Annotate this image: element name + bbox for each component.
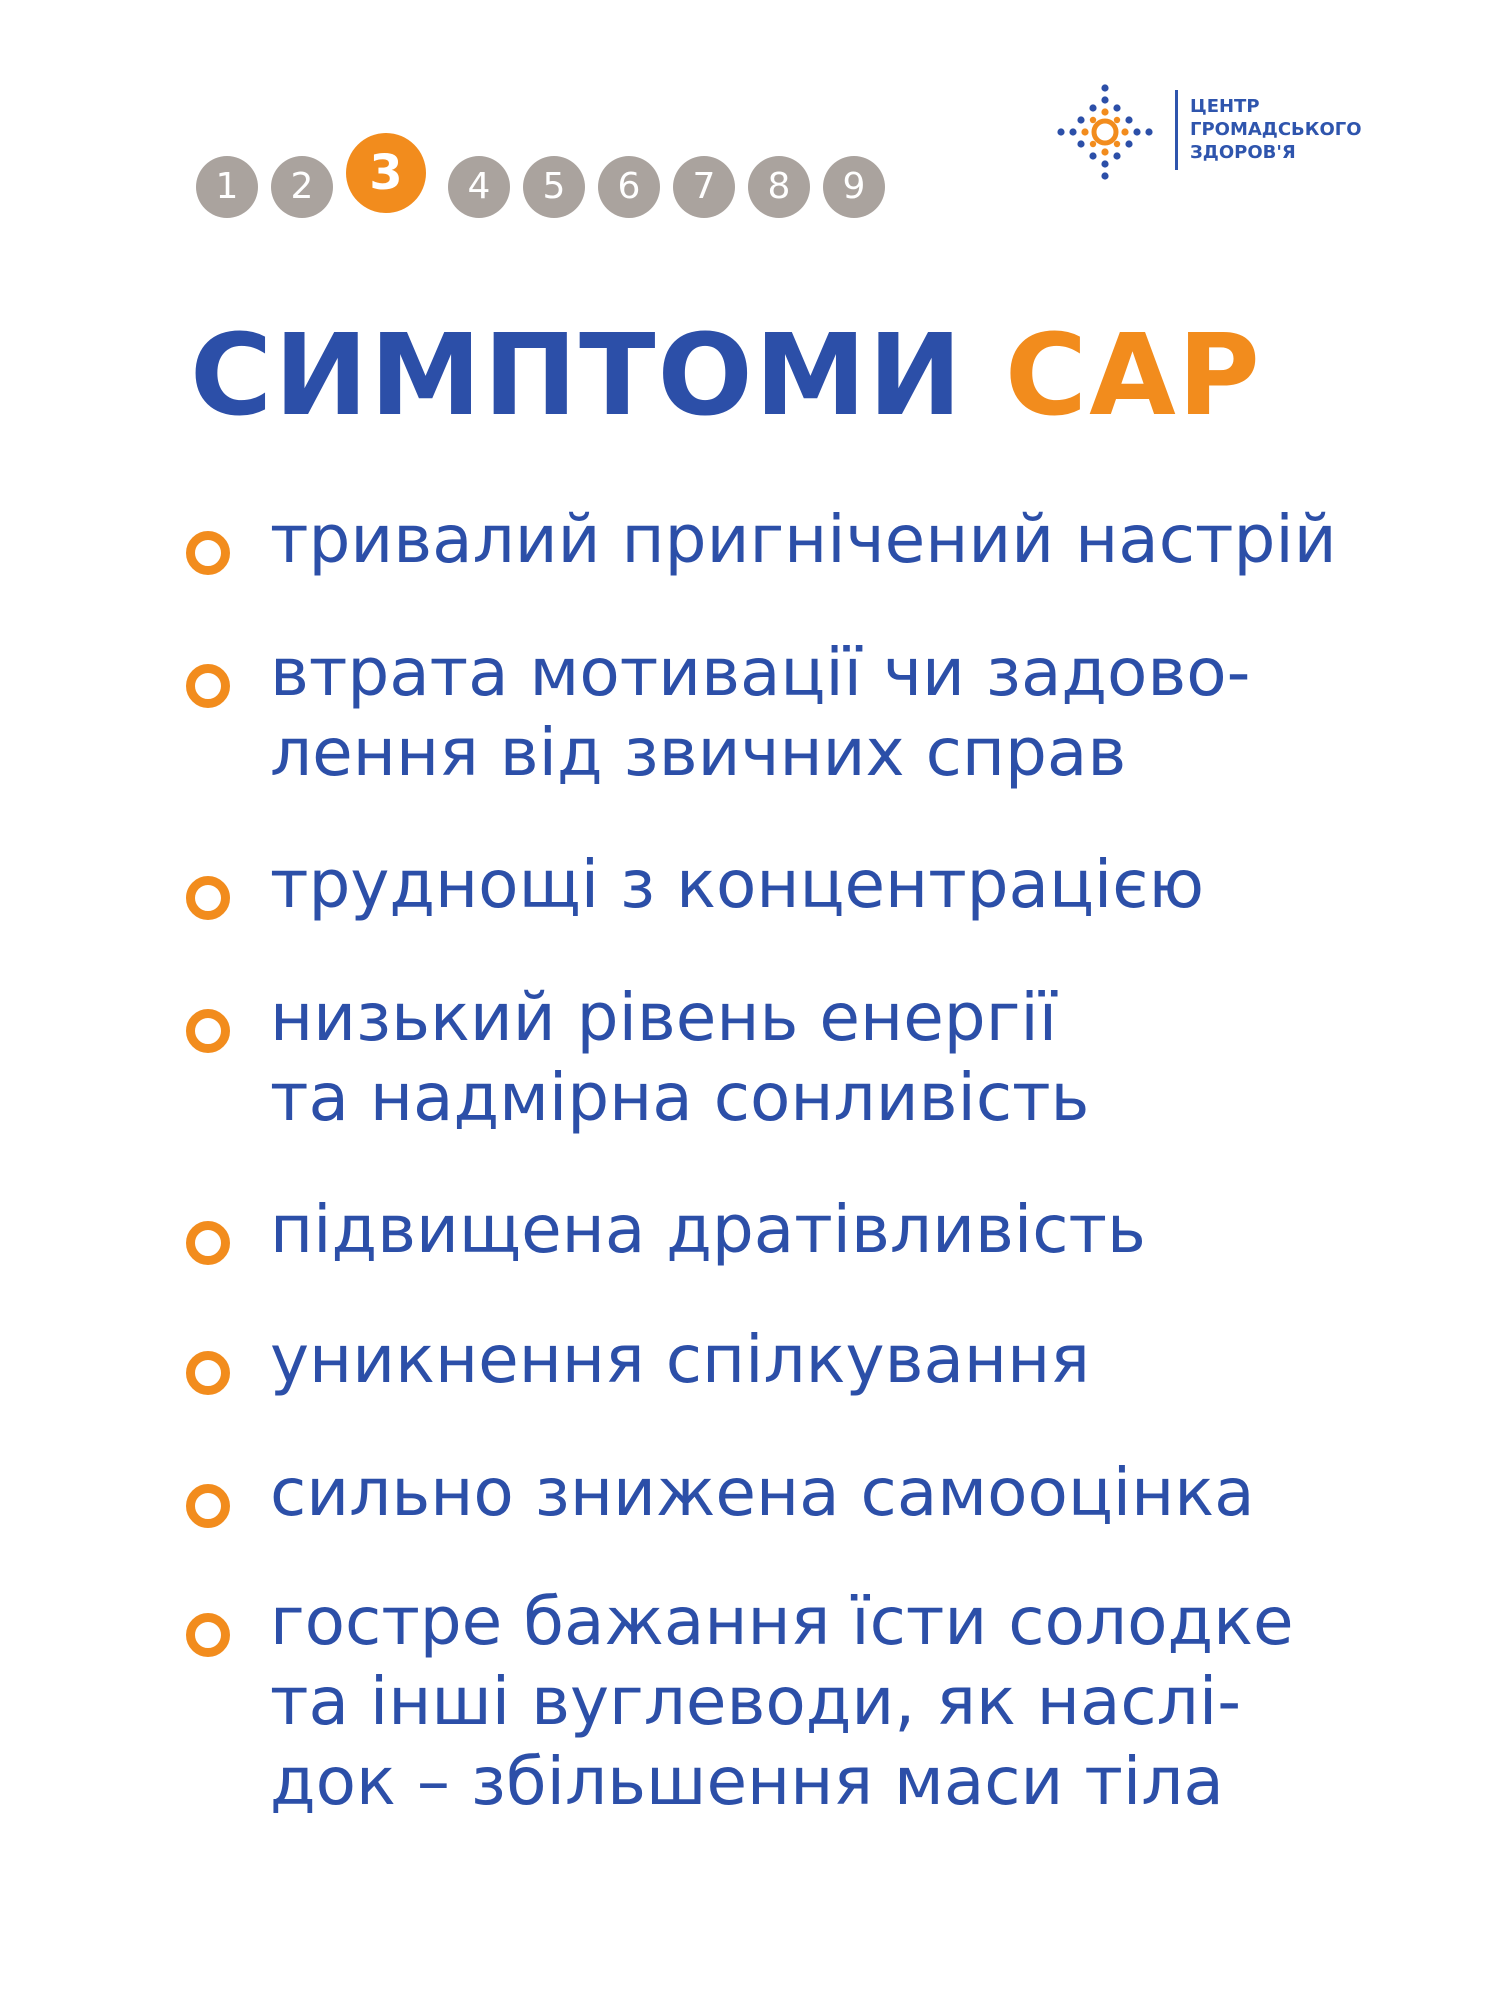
- ring-bullet-icon: [186, 1613, 230, 1657]
- page-dot-8[interactable]: 8: [748, 156, 810, 218]
- page-dot-3-current[interactable]: 3: [346, 133, 426, 213]
- page-title-accent: САР: [1004, 311, 1262, 441]
- symptom-line: док – збільшення маси тіла: [270, 1743, 1224, 1820]
- public-health-center-logo: [1055, 82, 1362, 182]
- logo-line-2: ГРОМАДСЬКОГО: [1190, 119, 1362, 140]
- logo-wordmark: [1190, 95, 1362, 164]
- page-dot-6[interactable]: 6: [598, 156, 660, 218]
- symptom-line: підвищена дратівливість: [270, 1191, 1146, 1268]
- symptom-line: втрата мотивації чи задово-: [270, 634, 1251, 711]
- page-title-main: СИМПТОМИ: [190, 311, 964, 441]
- symptom-line: труднощі з концентрацією: [270, 846, 1205, 923]
- symptom-text: [270, 1453, 1490, 1533]
- logo-line-1: ЦЕНТР: [1190, 96, 1260, 117]
- ring-bullet-icon: [186, 1484, 230, 1528]
- page-dot-5[interactable]: 5: [523, 156, 585, 218]
- page-dot-7[interactable]: 7: [673, 156, 735, 218]
- page-dot-1[interactable]: 1: [196, 156, 258, 218]
- symptom-line: лення від звичних справ: [270, 714, 1127, 791]
- symptom-text: [270, 1582, 1490, 1822]
- logo-line-3: ЗДОРОВ'Я: [1190, 142, 1296, 163]
- symptom-line: та інші вуглеводи, як наслі-: [270, 1663, 1242, 1740]
- page-indicator: [196, 131, 896, 231]
- symptom-line: гостре бажання їсти солодке: [270, 1583, 1294, 1660]
- symptom-text: [270, 978, 1490, 1138]
- symptom-text: [270, 1320, 1490, 1400]
- logo-divider: [1175, 90, 1178, 170]
- symptom-line: тривалий пригнічений настрій: [270, 501, 1337, 578]
- ring-bullet-icon: [186, 664, 230, 708]
- symptom-text: [270, 633, 1490, 793]
- page-dot-2[interactable]: 2: [271, 156, 333, 218]
- symptom-line: та надмірна сонливість: [270, 1059, 1090, 1136]
- ring-bullet-icon: [186, 1221, 230, 1265]
- dotted-cross-logo-icon: [1055, 82, 1155, 182]
- ring-bullet-icon: [186, 531, 230, 575]
- symptom-line: уникнення спілкування: [270, 1321, 1090, 1398]
- symptom-line: сильно знижена самооцінка: [270, 1454, 1255, 1531]
- ring-bullet-icon: [186, 1351, 230, 1395]
- page-dot-4[interactable]: 4: [448, 156, 510, 218]
- symptom-text: [270, 1190, 1490, 1270]
- symptom-text: [270, 845, 1490, 925]
- symptom-line: низький рівень енергії: [270, 979, 1058, 1056]
- symptom-text: [270, 500, 1490, 580]
- ring-bullet-icon: [186, 876, 230, 920]
- page-dot-9[interactable]: 9: [823, 156, 885, 218]
- ring-bullet-icon: [186, 1009, 230, 1053]
- page-title: [190, 311, 1262, 441]
